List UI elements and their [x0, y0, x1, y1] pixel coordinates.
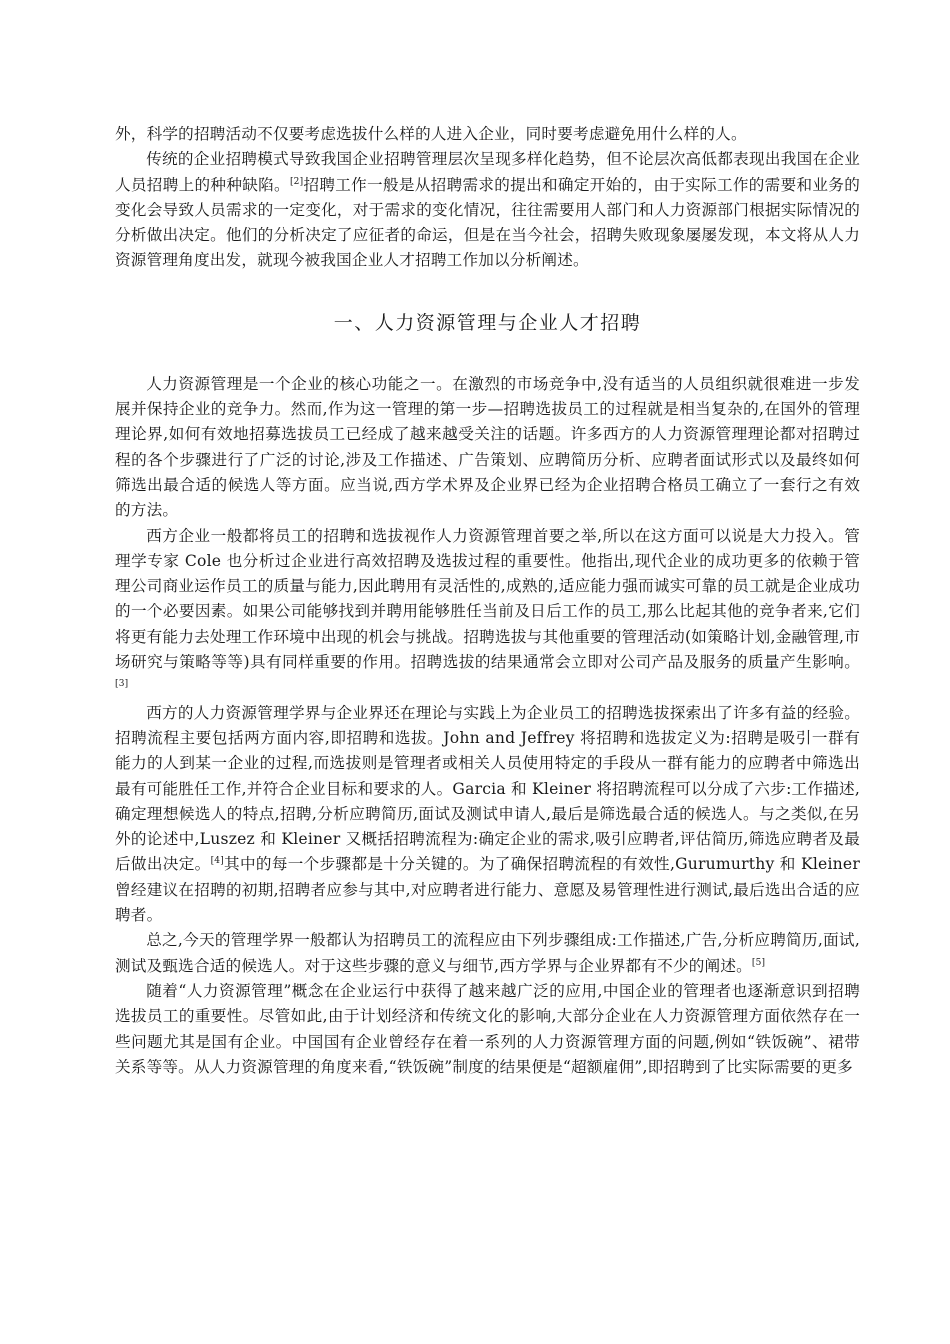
section-body: [115, 372, 860, 1080]
citation-ref: [5]: [751, 957, 766, 968]
paragraph-text: 招聘工作一般是从招聘需求的提出和确定开始的，由于实际工作的需要和业务的变化会导致人员需求的一定变化，对于需求的变化情况，往往需要用人部门和人力资源部门根据实际情况的分析做出决定。他们的分析决定了应征者的命运，但是在当今社会，招聘失败现象屡屡发现，本文将从人力资源管理角度出发，就现今被我国企业人才招聘工作加以分析阐述。: [115, 175, 860, 270]
paragraph: [115, 122, 860, 147]
paragraph-text: 随着“人力资源管理”概念在企业运行中获得了越来越广泛的应用,中国企业的管理者也逐渐意识到招聘选拔员工的重要性。尽管如此,由于计划经济和传统文化的影响,大部分企业在人力资源管理方面依然存在一些问题尤其是国有企业。中国国有企业曾经存在着一系列的人力资源管理方面的问题,例如“铁饭碗”、裙带关系等等。从人力资源管理的角度来看,“铁饭碗”制度的结果便是“超额雇佣”,即招聘到了比实际需要的更多: [115, 981, 860, 1076]
paragraph-text: 西方企业一般都将员工的招聘和选拔视作人力资源管理首要之举,所以在这方面可以说是大力投入。管理学专家 Cole 也分析过企业进行高效招聘及选拔过程的重要性。他指出,现代企业的成功更多的依赖于管理公司商业运作员工的质量与能力,因此聘用有灵活性的,成熟的,适应能力强而诚实可靠的员工就是企业成功的一个必要因素。如果公司能够找到并聘用能够胜任当前及日后工作的员工,那么比起其他的竞争者来,它们将更有能力去处理工作环境中出现的机会与挑战。招聘选拔与其他重要的管理活动(如策略计划,金融管理,市场研究与策略等等)具有同样重要的作用。招聘选拔的结果通常会立即对公司产品及服务的质量产生影响。: [115, 526, 860, 672]
citation-ref: [3]: [115, 679, 129, 690]
paragraph: [115, 701, 860, 929]
paragraph-text: 外，科学的招聘活动不仅要考虑选拔什么样的人进入企业，同时要考虑避免用什么样的人。: [115, 125, 747, 143]
document-page: [115, 122, 860, 1080]
section-heading: 一、人力资源管理与企业人才招聘: [333, 311, 642, 334]
paragraph: [115, 928, 860, 979]
paragraph-text: 总之,今天的管理学界一般都认为招聘员工的流程应由下列步骤组成:工作描述,广告,分析应聘简历,面试,测试及甄选合适的候选人。对于这些步骤的意义与细节,西方学界与企业界都有不少的阐述。: [115, 931, 860, 975]
paragraph: [115, 147, 860, 273]
paragraph: [115, 524, 860, 701]
paragraph-text: 人力资源管理是一个企业的核心功能之一。在激烈的市场竞争中,没有适当的人员组织就很难进一步发展并保持企业的竞争力。然而,作为这一管理的第一步—招聘选拔员工的过程就是相当复杂的,在国外的管理理论界,如何有效地招募选拔员工已经成了越来越受关注的话题。许多西方的人力资源管理理论都对招聘过程的各个步骤进行了广泛的讨论,涉及工作描述、广告策划、应聘简历分析、应聘者面试形式以及最终如何筛选出最合适的候选人等方面。应当说,西方学术界及企业界已经为企业招聘合格员工确立了一套行之有效的方法。: [115, 374, 860, 520]
citation-ref: [2]: [289, 176, 304, 187]
intro-paragraphs: [115, 122, 860, 274]
paragraph: [115, 979, 860, 1080]
paragraph-text: 传统的企业招聘模式导致我国企业招聘管理层次呈现多样化趋势，但不论层次高低都表现出我国在企业人员招聘上的种种缺陷。: [115, 150, 860, 194]
paragraph-text: 其中的每一个步骤都是十分关键的。为了确保招聘流程的有效性,Gurumurthy 和 Kleiner 曾经建议在招聘的初期,招聘者应参与其中,对应聘者进行能力、意愿及易管理性进行测试,最后选出合适的应聘者。: [115, 855, 860, 925]
paragraph: [115, 372, 860, 524]
paragraph-text: 西方的人力资源管理学界与企业界还在理论与实践上为企业员工的招聘选拔探索出了许多有益的经验。招聘流程主要包括两方面内容,即招聘和选拔。John and Jeffrey 将招聘和选拔定义为:招聘是吸引一群有能力的人到某一企业的过程,而选拔则是管理者或相关人员使用特定的手段从一群有能力的应聘者中筛选出最有可能胜任工作,并符合企业目标和要求的人。Garcia 和 Kleiner 将招聘流程可以分成了六步:工作描述,确定理想候选人的特点,招聘,分析应聘简历,面试及测试申请人,最后是筛选最合适的候选人。与之类似,在另外的论述中,Luszez 和 Kleiner 又概括招聘流程为:确定企业的需求,吸引应聘者,评估简历,筛选应聘者及最后做出决定。: [115, 703, 860, 874]
citation-ref: [4]: [210, 856, 224, 867]
